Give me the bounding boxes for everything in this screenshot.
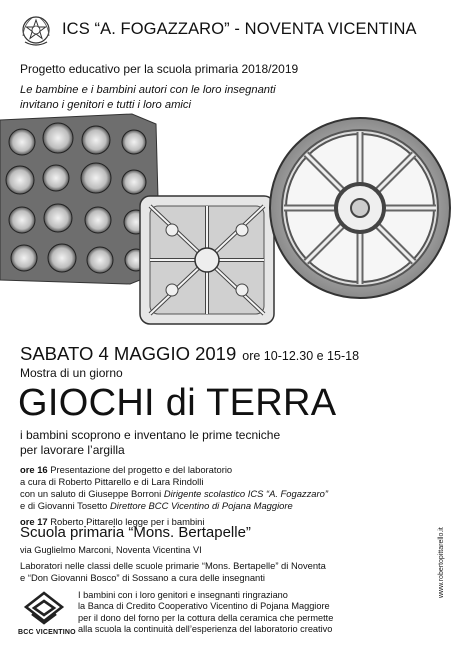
invitation-line: Le bambine e i bambini autori con le loro insegnanti [20,84,276,96]
labs-line: e “Don Giovanni Bosco” di Sossano a cura delle insegnanti [20,572,265,583]
schedule-text: Presentazione del progetto e del laboratorio [47,464,233,475]
thanks-line: alla scuola la continuità dell’esperienza del laboratorio creativo [78,624,333,635]
schedule-time: ore 17 [20,516,48,527]
bank-label: BCC VICENTINO [18,629,76,636]
schedule-role: Dirigente scolastico ICS “A. Fogazzaro” [163,488,328,499]
subtitle-line: per lavorare l’argilla [20,443,125,457]
schedule-time: ore 16 [20,464,48,475]
venue-address: via Guglielmo Marconi, Noventa Vicentina VI [20,545,202,555]
schedule-line [20,488,328,500]
venue-name: Scuola primaria “Mons. Bertapelle” [20,524,251,541]
thanks-line: per il dono del forno per la cottura della ceramica che permette [78,612,334,623]
event-date: SABATO 4 MAGGIO 2019 [20,343,237,364]
clay-round-wheel [270,118,450,298]
school-title: ICS “A. FOGAZZARO” - NOVENTA VICENTINA [62,20,417,38]
event-schedule [20,464,328,528]
thanks-line: la Banca di Credito Cooperativo Vicentino di Pojana Maggiore [78,601,330,612]
website-credit: www.robertopittarello.it [438,527,445,598]
schedule-line [20,500,328,512]
schedule-text: con un saluto di Giuseppe Borroni [20,488,164,499]
schedule-role: Direttore BCC Vicentino di Pojana Maggiore [110,500,293,511]
schedule-line: a cura di Roberto Pittarello e di Lara Rindolli [20,476,204,487]
event-date-line [20,343,359,365]
italian-republic-emblem-icon [20,14,52,48]
subtitle-line: i bambini scoprono e inventano le prime tecniche [20,428,281,442]
event-subtitle [20,428,280,458]
event-title: GIOCHI di TERRA [18,382,337,424]
invitation-text [20,83,276,113]
schedule-text: e di Giovanni Tosetto [20,500,110,511]
exhibit-note: Mostra di un giorno [20,366,123,380]
thanks-text [78,590,333,636]
schedule-item [20,464,328,476]
thanks-line: I bambini con i loro genitori e insegnanti ringraziano [78,590,288,600]
project-line: Progetto educativo per la scuola primaria 2018/2019 [20,62,299,76]
invitation-line: invitano i genitori e tutti i loro amici [20,99,191,111]
event-hours: ore 10-12.30 e 15-18 [242,349,360,363]
clay-square-tile [140,196,274,324]
labs-note [20,560,326,584]
schedule-text: Roberto Pittarello legge per i bambini [47,516,205,527]
clay-artworks-photo [0,112,460,347]
labs-line: Laboratori nelle classi delle scuole primarie “Mons. Bertapelle” di Noventa [20,560,326,571]
clay-slab-discs [0,114,160,284]
